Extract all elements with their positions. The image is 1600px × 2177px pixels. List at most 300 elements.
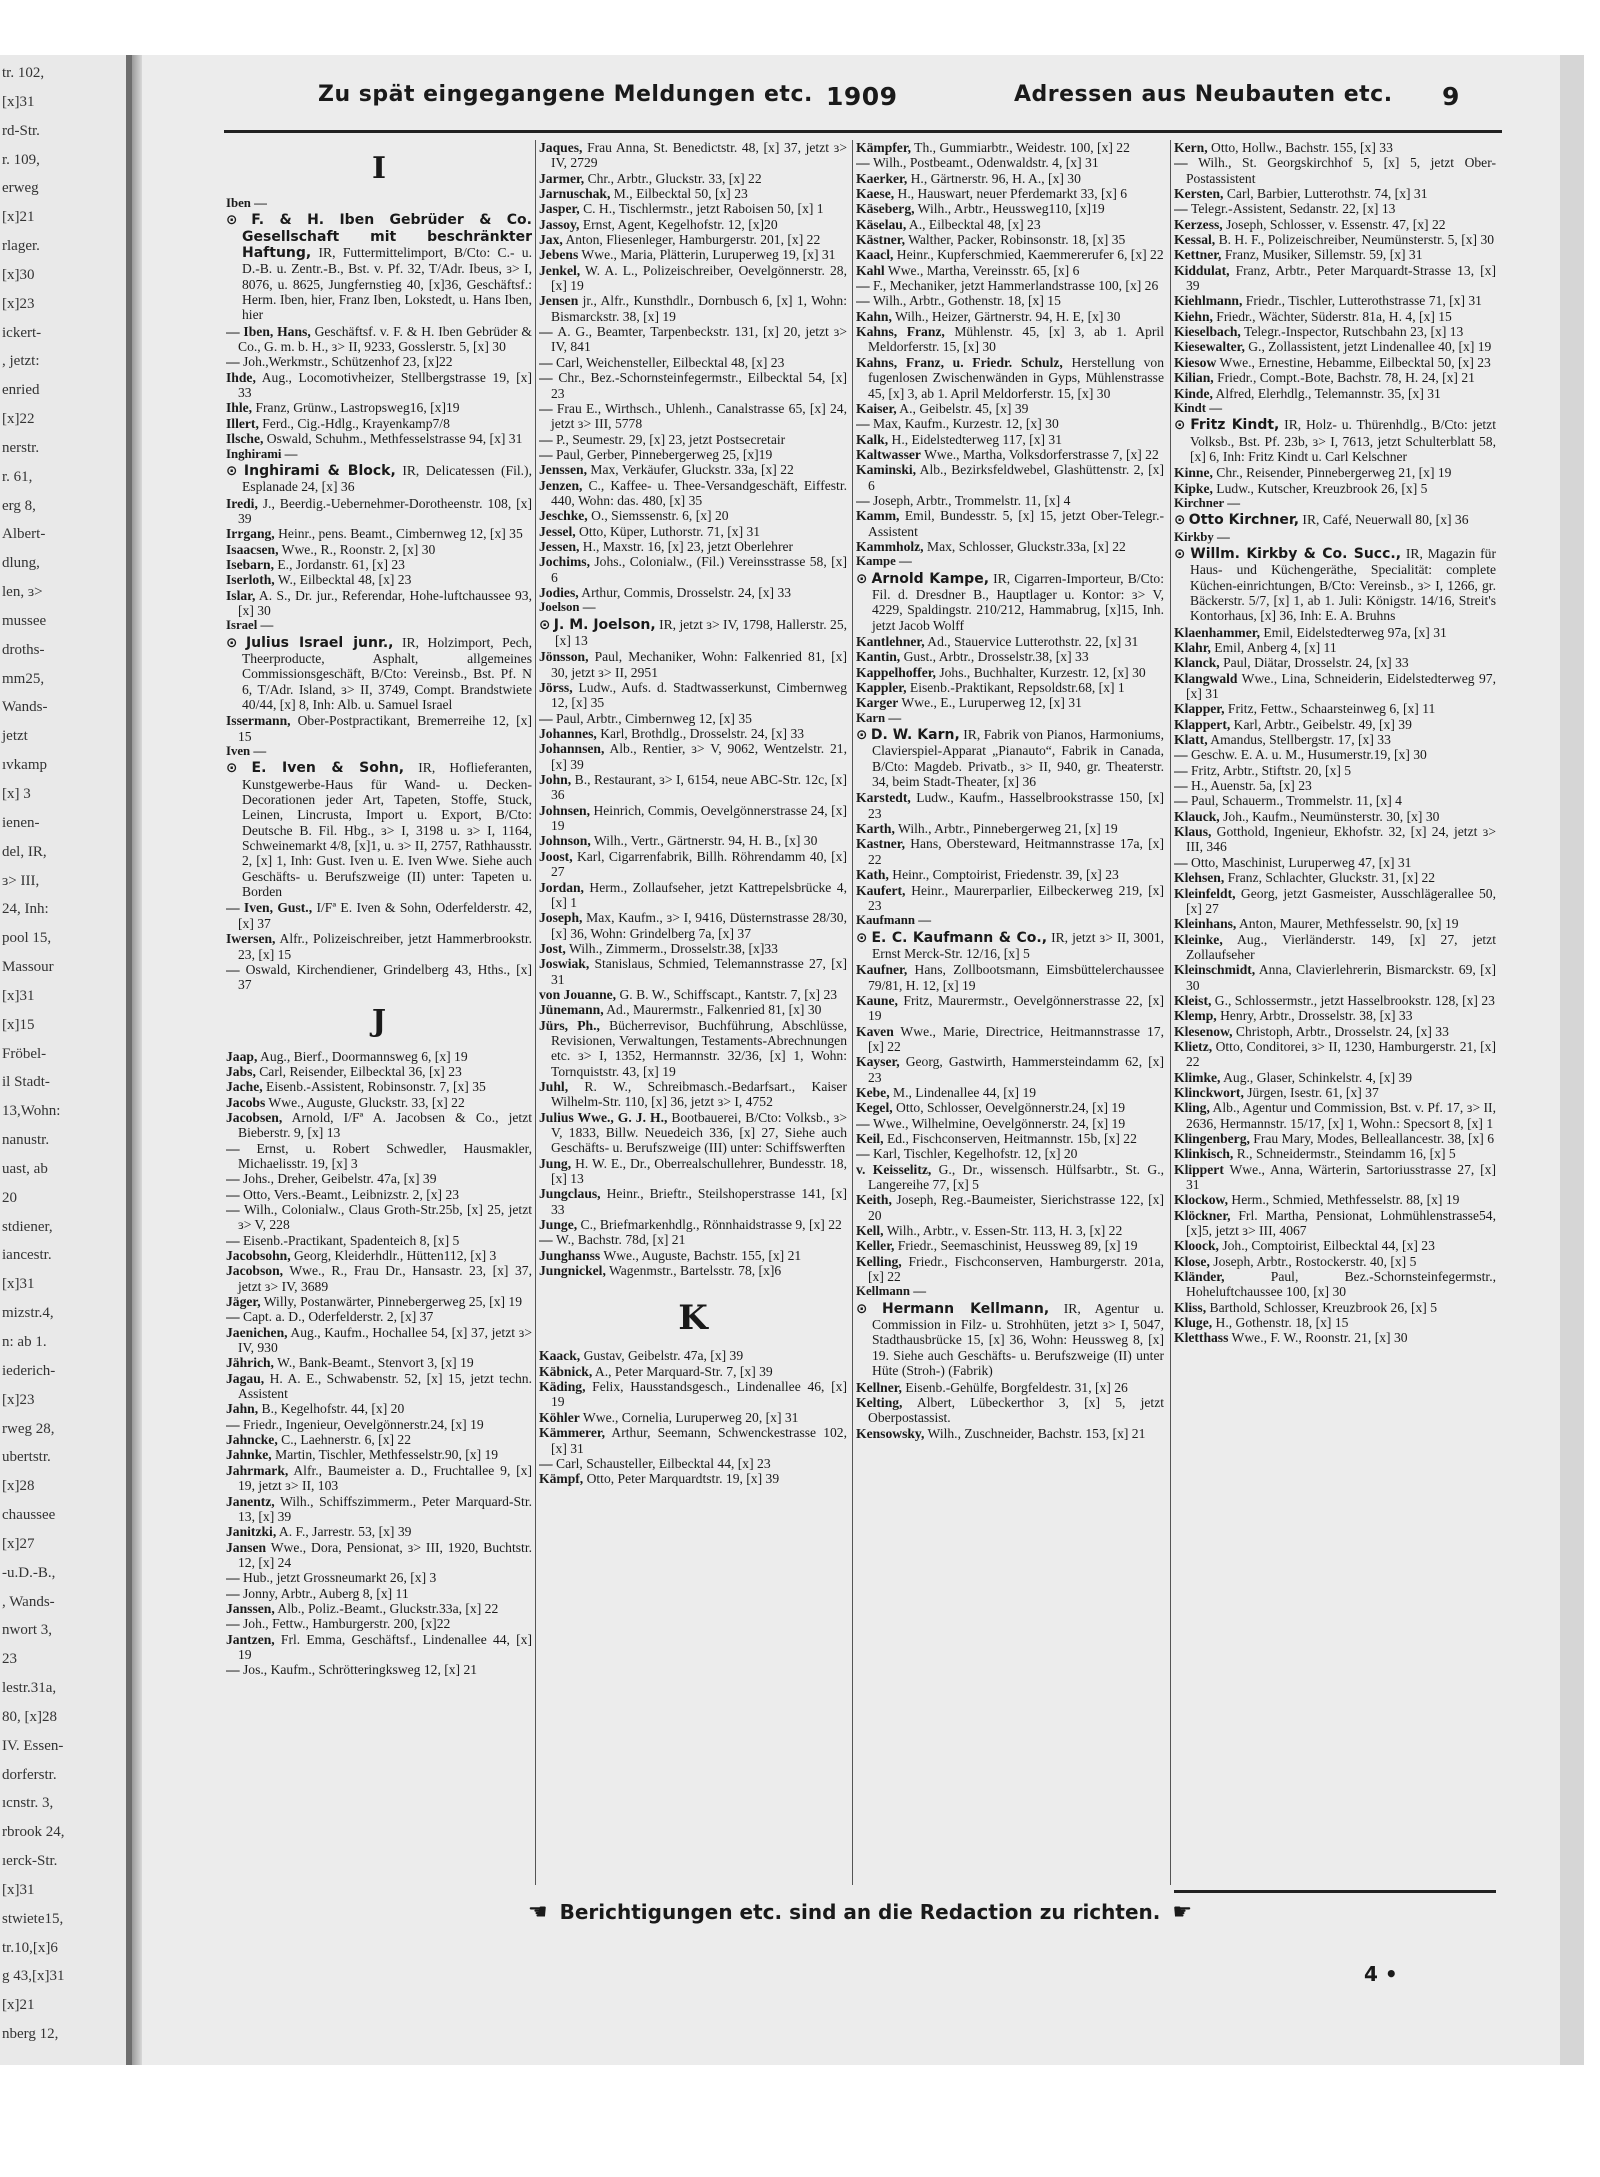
- firm-name: Willm. Kirkby & Co. Succ.,: [1190, 545, 1402, 562]
- entry-name: Keil,: [856, 1131, 884, 1146]
- directory-entry: [226, 1662, 532, 1677]
- entry-name: Klehsen,: [1174, 870, 1225, 886]
- directory-entry: [226, 1601, 532, 1616]
- directory-entry: [1174, 962, 1496, 993]
- directory-entry: [539, 803, 847, 834]
- directory-entry: [856, 790, 1164, 821]
- entry-details: Paul, Arbtr., Cimbernweg 12, [x] 35: [556, 710, 752, 726]
- directory-entry: [856, 508, 1164, 539]
- directory-entry: [1174, 324, 1496, 339]
- previous-page-fragment: enried: [2, 382, 40, 399]
- entry-details: Otto, Küper, Luthorstr. 71, [x] 31: [575, 523, 761, 539]
- directory-entry: [856, 401, 1164, 416]
- entry-name: —: [1174, 155, 1199, 171]
- directory-entry: [539, 1348, 847, 1363]
- entry-details: C., Briefmarkenhdlg., Rönnhaidstrasse 9, [x] 22: [577, 1217, 842, 1233]
- entry-details: Anton, Fliesenleger, Hamburgerstr. 201, [x] 22: [562, 232, 821, 248]
- entry-name: Käseberg,: [856, 201, 915, 217]
- directory-entry: [539, 1186, 847, 1217]
- directory-entry: [226, 354, 532, 369]
- registered-firm-icon: ⊙: [1174, 512, 1186, 529]
- entry-name: —: [226, 1662, 243, 1678]
- directory-entry: [539, 140, 847, 171]
- entry-details: Chr., Bez.-Schornsteinfegermstr., Eilbecktal 54, [x] 23: [551, 370, 847, 401]
- entry-name: Kiesewalter,: [1174, 339, 1245, 355]
- previous-page-fragment: nberg 12,: [2, 2026, 59, 2043]
- directory-entry: [1174, 1254, 1496, 1269]
- entry-details: Friedr., Tischler, Lutterothstrasse 71, [x] 31: [1242, 293, 1482, 309]
- footer-rule: [1174, 1890, 1496, 1893]
- entry-name: Jantzen,: [226, 1631, 275, 1647]
- entry-name: Jünemann,: [539, 1002, 604, 1018]
- entry-name: Kaerker,: [856, 170, 908, 186]
- entry-name: Klockow,: [1174, 1192, 1229, 1208]
- directory-entry: [226, 1371, 532, 1402]
- previous-page-fragment: IV. Essen-: [2, 1737, 64, 1754]
- pointing-hand-left-icon: ☚: [527, 1900, 548, 1925]
- directory-entry: [539, 1456, 847, 1471]
- entry-details: Hans, Obersteward, Heitmannstrasse 17a, [x] 22: [868, 836, 1164, 867]
- entry-name: Janentz,: [226, 1493, 275, 1509]
- entry-details: G. B. W., Schiffscapt., Kantstr. 7, [x] 23: [616, 986, 838, 1002]
- entry-name: Jahrmark,: [226, 1462, 289, 1478]
- entry-name: Kappler,: [856, 680, 907, 696]
- right-margin-strip: [1560, 55, 1584, 2065]
- entry-name: —: [856, 278, 873, 294]
- entry-name: Klangwald: [1174, 670, 1238, 686]
- entry-details: Wwe., Cornelia, Luruperweg 20, [x] 31: [579, 1409, 799, 1425]
- entry-name: Julius Wwe., G. J. H.,: [539, 1109, 668, 1125]
- surname-group-heading: Kaufmann —: [856, 913, 932, 928]
- directory-entry: [539, 554, 847, 585]
- directory-entry: [1174, 701, 1496, 716]
- directory-entry: [226, 1447, 532, 1462]
- directory-entry: [1174, 870, 1496, 885]
- entry-name: John,: [539, 772, 572, 788]
- entry-details: Alfred, Elerhdlg., Telemannstr. 35, [x] 31: [1212, 385, 1441, 401]
- entry-details: Aug., Glaser, Schinkelstr. 4, [x] 39: [1220, 1069, 1413, 1085]
- directory-entry: [856, 462, 1164, 493]
- directory-entry: [1174, 355, 1496, 370]
- directory-entry: [539, 1156, 847, 1187]
- entry-name: —: [226, 1309, 243, 1325]
- directory-entry: [226, 1079, 532, 1094]
- entry-name: Johnson,: [539, 833, 591, 849]
- entry-details: Joh., Kaufm., Neumünsterstr. 30, [x] 30: [1219, 808, 1440, 824]
- entry-name: Klahr,: [1174, 640, 1211, 655]
- directory-entry: [1174, 186, 1496, 201]
- entry-details: Friedr., Ingenieur, Oevelgönnerstr.24, [x] 19: [243, 1416, 484, 1432]
- previous-page-fragment: tr.10,[x]6: [2, 1939, 58, 1956]
- directory-entry: [1174, 201, 1496, 216]
- entry-details: Wilh., Arbtr., Gothenstr. 18, [x] 15: [873, 293, 1061, 309]
- entry-name: —: [226, 1232, 243, 1248]
- directory-entry: [856, 649, 1164, 664]
- directory-entry: [539, 1425, 847, 1456]
- directory-entry: [539, 1002, 847, 1017]
- entry-details: Frl. Martha, Pensionat, Lohmühlenstrasse54, [x]5, jetzt ɜ> III, 4067: [1186, 1207, 1496, 1239]
- previous-page-fragment: [x]31: [2, 1276, 35, 1293]
- entry-details: M., Lindenallee 44, [x] 19: [889, 1084, 1037, 1100]
- entry-name: — Iben, Hans,: [226, 323, 311, 339]
- entry-details: Wwe., R., Roonstr. 2, [x] 30: [278, 541, 436, 557]
- firm-entry: [226, 635, 532, 713]
- directory-column-1: [226, 140, 532, 1885]
- entry-details: Wwe., E., Luruperweg 12, [x] 31: [898, 695, 1082, 711]
- entry-name: Jungclaus,: [539, 1186, 601, 1202]
- entry-name: Jürs, Ph.,: [539, 1017, 600, 1033]
- entry-name: —: [539, 400, 557, 416]
- entry-details: Wwe., Maria, Plätterin, Luruperweg 19, [x] 31: [578, 247, 836, 263]
- entry-details: H., Gärtnerstr. 96, H. A., [x] 30: [907, 170, 1081, 186]
- previous-page-fragment: 24, Inh:: [2, 901, 49, 918]
- entry-name: Kappelhoffer,: [856, 664, 936, 680]
- directory-entry: [539, 1232, 847, 1247]
- directory-entry: [1174, 1208, 1496, 1239]
- directory-entry: [226, 1401, 532, 1416]
- firm-name: Arnold Kampe,: [871, 570, 990, 587]
- directory-entry: [1174, 993, 1496, 1008]
- previous-page-fragment: il Stadt-: [2, 1074, 50, 1091]
- directory-entry: [539, 1410, 847, 1425]
- entry-details: Paul, Gerber, Pinnebergerweg 25, [x]19: [556, 446, 773, 462]
- entry-details: Otto, Peter Marquardtstr. 19, [x] 39: [583, 1471, 780, 1487]
- directory-entry: [856, 993, 1164, 1024]
- directory-entry: [226, 1171, 532, 1186]
- entry-name: Kiesow: [1174, 354, 1217, 370]
- previous-page-fragment: rweg 28,: [2, 1420, 55, 1437]
- entry-details: P., Seumestr. 29, [x] 23, jetzt Postsecretair: [556, 431, 786, 447]
- entry-name: Kaese,: [856, 186, 895, 202]
- directory-entry: [1174, 1100, 1496, 1131]
- entry-name: Kellner,: [856, 1379, 902, 1395]
- running-header: [318, 82, 1498, 118]
- directory-entry: [1174, 386, 1496, 401]
- entry-details: Eisenb.-Practikant, Spadenteich 8, [x] 5: [243, 1232, 460, 1248]
- directory-entry: [856, 1100, 1164, 1115]
- entry-name: Jaenichen,: [226, 1324, 288, 1340]
- entry-name: Jahn,: [226, 1401, 259, 1417]
- previous-page-fragment: -u.D.-B.,: [2, 1564, 56, 1581]
- entry-name: Kieselbach,: [1174, 324, 1241, 340]
- entry-name: Kegel,: [856, 1100, 893, 1116]
- directory-entry: [856, 836, 1164, 867]
- header-rule: [224, 130, 1502, 133]
- firm-name: Inghirami & Block,: [243, 462, 396, 479]
- entry-details: W., Bank-Beamt., Stenvort 3, [x] 19: [273, 1355, 474, 1371]
- previous-page-fragment: iederich-: [2, 1362, 56, 1379]
- directory-entry: [226, 1417, 532, 1432]
- directory-entry: [856, 217, 1164, 232]
- directory-entry: [1174, 293, 1496, 308]
- entry-name: Issermann,: [226, 713, 291, 729]
- entry-details: Oswald, Kirchendiener, Grindelberg 43, Hths., [x] 37: [238, 961, 532, 993]
- entry-name: Kastner,: [856, 836, 905, 852]
- directory-entry: [539, 741, 847, 772]
- entry-details: J., Beerdig.-Uebernehmer-Dorotheenstr. 108, [x] 39: [238, 495, 532, 526]
- entry-name: Kantlehner,: [856, 634, 925, 649]
- directory-entry: [1174, 1131, 1496, 1146]
- directory-entry: [856, 665, 1164, 680]
- entry-details: Bootbauerei, B/Cto: Volksb., ɜ> V, 1833, Billw. Neuedeich 336, [x] 27, Siehe auch Geschäfts- u. Berufszweige (III) unter: Schiffswerften: [551, 1109, 847, 1156]
- firm-entry: [856, 1301, 1164, 1379]
- directory-entry: [539, 247, 847, 262]
- firm-details: IR, Holz- u. Thürenhdlg., B/Cto: jetzt Volksb., Bst. Pf. 23b, ɜ> I, 7613, jetzt Schulterblatt 58, [x] 6, Inh: Fritz Kindt u. Carl Kelschner: [1190, 417, 1496, 464]
- surname-group-heading: Joelson —: [539, 600, 596, 615]
- entry-details: W. A. L., Polizeischreiber, Oevelgönnerstr. 28, [x] 19: [551, 262, 847, 294]
- previous-page-fragment: uast, ab: [2, 1160, 48, 1177]
- entry-details: Alb., Bezirksfeldwebel, Glashüttenstr. 2, [x] 6: [868, 462, 1164, 493]
- entry-details: Otto, Maschinist, Luruperweg 47, [x] 31: [1191, 854, 1412, 870]
- directory-entry: [539, 232, 847, 247]
- entry-details: Th., Gummiarbtr., Weidestr. 100, [x] 22: [911, 140, 1130, 155]
- entry-name: Kleinke,: [1174, 931, 1223, 947]
- entry-details: Carl, Reisender, Eilbecktal 36, [x] 23: [255, 1063, 462, 1079]
- directory-entry: [539, 462, 847, 477]
- entry-details: Franz, Schlachter, Gluckstr. 31, [x] 22: [1224, 870, 1436, 886]
- directory-entry: [1174, 778, 1496, 793]
- directory-entry: [856, 1238, 1164, 1253]
- previous-page-fragment: , Wands-: [2, 1593, 55, 1610]
- entry-name: Klappert,: [1174, 716, 1231, 732]
- entry-name: Junge,: [539, 1217, 578, 1233]
- entry-details: B., Kegelhofstr. 44, [x] 20: [258, 1401, 405, 1417]
- entry-name: Klatt,: [1174, 732, 1208, 748]
- entry-details: Friedr., Seemaschinist, Heussweg 89, [x] 19: [894, 1238, 1138, 1254]
- firm-details: IR, Holzimport, Pech, Theerproducte, Asphalt, allgemeines Commissionsgeschäft, B/Cto: Vereinsb., Bst. Pf. N 6, T/Adr. Island, ɜ> II, 3749, Compt. Brandstwiete 40/44, [x] 8, Inh: Alb. u. Samuel Israel: [242, 634, 532, 712]
- directory-entry: [856, 1380, 1164, 1395]
- directory-entry: [1174, 1300, 1496, 1315]
- entry-details: C., Laehnerstr. 6, [x] 22: [277, 1432, 412, 1448]
- entry-name: Jenzen,: [539, 477, 583, 493]
- previous-page-fragment: [x]31: [2, 1881, 35, 1898]
- entry-details: Friedr., Wächter, Süderstr. 81a, H. 4, [x] 15: [1212, 308, 1452, 324]
- entry-name: Kluge,: [1174, 1315, 1213, 1331]
- directory-entry: [539, 1217, 847, 1232]
- directory-entry: [1174, 1192, 1496, 1207]
- directory-entry: [539, 833, 847, 848]
- entry-details: A. F., Jarrestr. 53, [x] 39: [276, 1524, 412, 1540]
- entry-name: Kaack,: [539, 1348, 581, 1364]
- entry-name: —: [539, 431, 556, 447]
- entry-name: Karger: [856, 695, 899, 711]
- entry-name: Kaune,: [856, 992, 898, 1008]
- entry-details: Georg, jetzt Gasmeister, Ausschlägerallee 50, [x] 27: [1186, 885, 1496, 916]
- entry-details: Herm., Zollaufseher, jetzt Kattrepelsbrücke 4, [x] 1: [551, 879, 847, 910]
- surname-group-heading: Kirchner —: [1174, 495, 1240, 510]
- column-divider: [852, 140, 853, 1885]
- entry-details: Heinrich, Commis, Oevelgönnerstrasse 24, [x] 19: [551, 802, 847, 834]
- entry-name: Klose,: [1174, 1253, 1210, 1269]
- entry-name: —: [226, 1186, 243, 1202]
- entry-details: Hans, Zollbootsmann, Eimsbüttelerchaussee 79/81, H. 12, [x] 19: [868, 962, 1164, 993]
- entry-details: Max, Kaufm., Kurzestr. 12, [x] 30: [873, 416, 1059, 432]
- entry-name: Kaven: [856, 1023, 894, 1039]
- directory-entry: [539, 447, 847, 462]
- directory-entry: [539, 711, 847, 726]
- directory-entry: [1174, 809, 1496, 824]
- registered-firm-icon: ⊙: [226, 760, 238, 777]
- directory-entry: [856, 140, 1164, 155]
- directory-entry: [226, 931, 532, 962]
- directory-entry: [226, 416, 532, 431]
- section-letter: I: [371, 151, 387, 186]
- directory-entry: [1174, 793, 1496, 808]
- directory-entry: [1174, 232, 1496, 247]
- directory-entry: [1174, 1238, 1496, 1253]
- directory-entry: [1174, 732, 1496, 747]
- entry-name: Kilian,: [1174, 370, 1214, 386]
- registered-firm-icon: ⊙: [856, 727, 868, 744]
- directory-entry: [226, 557, 532, 572]
- previous-page-fragment: n: ab 1.: [2, 1333, 47, 1350]
- entry-details: Capt. a. D., Oderfelderstr. 2, [x] 37: [243, 1309, 434, 1325]
- entry-name: Iwersen,: [226, 931, 276, 947]
- entry-name: Jahnke,: [226, 1447, 272, 1463]
- previous-page-fragment: droths-: [2, 641, 45, 658]
- previous-page-fragment: ıcnstr. 3,: [2, 1795, 54, 1812]
- entry-details: Henry, Arbtr., Drosselstr. 38, [x] 33: [1216, 1008, 1413, 1024]
- entry-details: Frau Anna, St. Benedictstr. 48, [x] 37, jetzt ɜ> IV, 2729: [551, 140, 847, 171]
- directory-entry: [856, 1426, 1164, 1441]
- entry-details: Joseph, Reg.-Baumeister, Sierichstrasse 122, [x] 20: [868, 1192, 1164, 1223]
- entry-name: Janssen,: [226, 1600, 275, 1616]
- entry-name: Klöckner,: [1174, 1207, 1231, 1223]
- entry-name: Ihde,: [226, 369, 256, 385]
- entry-details: Wilh., Colonialw., Claus Groth-Str.25b, [x] 25, jetzt ɜ> V, 228: [238, 1201, 532, 1233]
- entry-details: Karl, Cigarrenfabrik, Billh. Röhrendamm 40, [x] 27: [551, 848, 847, 880]
- pointing-hand-right-icon: ☛: [1172, 1900, 1193, 1925]
- previous-page-fragment: dorferstr.: [2, 1766, 57, 1783]
- registered-firm-icon: ⊙: [856, 929, 868, 946]
- entry-details: Max, Verkäufer, Gluckstr. 33a, [x] 22: [586, 462, 794, 478]
- entry-details: Johs., Colonialw., (Fil.) Vereinsstrasse 58, [x] 6: [551, 554, 847, 585]
- firm-details: IR, Delicatessen (Fil.), Esplanade 24, [x] 36: [242, 462, 532, 495]
- entry-name: Jansen: [226, 1539, 267, 1555]
- entry-details: Aug., Kaufm., Hochallee 54, [x] 37, jetzt ɜ> IV, 930: [238, 1324, 532, 1356]
- entry-name: —: [226, 1585, 243, 1601]
- entry-name: Jordan,: [539, 879, 584, 895]
- directory-entry: [1174, 886, 1496, 917]
- previous-page-fragment: [x]23: [2, 295, 35, 312]
- directory-entry: [226, 526, 532, 541]
- directory-entry: [1174, 1070, 1496, 1085]
- entry-details: Gotthold, Ingenieur, Ekhofstr. 32, [x] 24, jetzt ɜ> III, 346: [1186, 824, 1496, 855]
- entry-details: Paul, Schauerm., Trommelstr. 11, [x] 4: [1191, 793, 1402, 809]
- entry-details: Wilh., Zimmerm., Drosselstr.38, [x]33: [565, 940, 778, 956]
- entry-details: B. H. F., Polizeischreiber, Neumünsterstr. 5, [x] 30: [1215, 232, 1495, 248]
- previous-page-fragment: [x]23: [2, 1391, 35, 1408]
- directory-entry: [539, 649, 847, 680]
- entry-details: Joh.,Werkmstr., Schützenhof 23, [x]22: [243, 354, 453, 370]
- directory-entry: [1174, 155, 1496, 186]
- entry-details: Otto, Conditorei, ɜ> II, 1230, Hamburgerstr. 21, [x] 22: [1186, 1038, 1496, 1070]
- directory-entry: [1174, 671, 1496, 702]
- entry-details: B., Restaurant, ɜ> I, 6154, neue ABC-Str. 12c, [x] 36: [551, 772, 847, 803]
- entry-name: Jacobs: [226, 1094, 266, 1110]
- entry-details: Wwe., Auguste, Gluckstr. 33, [x] 22: [265, 1094, 465, 1110]
- surname-group-heading: Israel —: [226, 618, 274, 633]
- directory-entry: [226, 1325, 532, 1356]
- entry-name: —: [856, 492, 873, 508]
- entry-name: Käbnick,: [539, 1363, 593, 1379]
- firm-name: J. M. Joelson,: [553, 616, 656, 633]
- entry-details: Geschäftsf. v. F. & H. Iben Gebrüder & Co., G. m. b. H., ɜ> II, 9233, Gosslerstr. 5, [x] 30: [238, 323, 532, 355]
- entry-details: Karl, Tischler, Kegelhofstr. 12, [x] 20: [873, 1146, 1078, 1162]
- entry-details: W., Eilbecktal 48, [x] 23: [274, 572, 412, 588]
- entry-name: Klaenhammer,: [1174, 624, 1260, 640]
- entry-name: Jörss,: [539, 680, 573, 696]
- entry-name: Jache,: [226, 1079, 263, 1095]
- registered-firm-icon: ⊙: [1174, 417, 1186, 434]
- previous-page-fragment: jetzt: [2, 728, 28, 745]
- entry-name: Kaufner,: [856, 962, 908, 978]
- directory-entry: [539, 1018, 847, 1079]
- directory-entry: [226, 1202, 532, 1233]
- entry-details: A., Geibelstr. 45, [x] 39: [896, 400, 1029, 416]
- entry-name: Kath,: [856, 867, 889, 883]
- directory-entry: [856, 680, 1164, 695]
- directory-entry: [226, 324, 532, 355]
- entry-details: E., Jordanstr. 61, [x] 23: [273, 556, 405, 572]
- entry-name: Kaminski,: [856, 462, 917, 478]
- entry-name: —: [1174, 854, 1191, 870]
- directory-entry: [1174, 1024, 1496, 1039]
- directory-entry: [226, 1049, 532, 1064]
- previous-page-fragment: iancestr.: [2, 1247, 52, 1264]
- previous-page-fragment: , jetzt:: [2, 353, 40, 370]
- previous-page-fragment: nerstr.: [2, 439, 40, 456]
- directory-entry: [1174, 465, 1496, 480]
- column-divider: [1170, 140, 1171, 1885]
- entry-details: Ludw., Kutscher, Kreuzbrook 26, [x] 5: [1212, 480, 1428, 496]
- directory-entry: [539, 293, 847, 324]
- directory-entry: [856, 293, 1164, 308]
- entry-details: Fritz, Maurermstr., Oevelgönnerstrasse 22, [x] 19: [868, 992, 1164, 1024]
- entry-name: —: [539, 354, 556, 370]
- entry-name: Klesenow,: [1174, 1023, 1233, 1039]
- directory-entry: [1174, 140, 1496, 155]
- entry-details: Alb., Agentur und Commission, Bst. v. Pf. 17, ɜ> II, 2636, Hermannstr. 15/17, [x] 1, Wohn.: Specsort 8, [x] 1: [1186, 1100, 1496, 1131]
- directory-entry: [1174, 481, 1496, 496]
- directory-entry: [226, 1494, 532, 1525]
- entry-name: Keith,: [856, 1192, 892, 1208]
- entry-details: Ludw., Aufs. d. Stadtwasserkunst, Cimbernweg 12, [x] 35: [551, 680, 847, 711]
- entry-details: Wwe., Wilhelmine, Oevelgönnerstr. 24, [x] 19: [873, 1115, 1126, 1131]
- surname-group-heading: Kindt —: [1174, 400, 1223, 415]
- previous-page-fragment: g 43,[x]31: [2, 1968, 65, 1985]
- entry-name: Kländer,: [1174, 1269, 1225, 1285]
- previous-page-fragment: rd-Str.: [2, 122, 40, 139]
- firm-name: Fritz Kindt,: [1190, 417, 1280, 434]
- entry-details: G., Zollassistent, jetzt Lindenallee 40, [x] 19: [1244, 339, 1492, 355]
- surname-group-heading: Inghirami —: [226, 446, 298, 461]
- entry-details: Hub., jetzt Grossneumarkt 26, [x] 3: [243, 1570, 437, 1586]
- entry-name: —: [226, 1570, 243, 1586]
- directory-entry: [226, 542, 532, 557]
- directory-entry: [539, 1110, 847, 1156]
- entry-name: Kaacl,: [856, 247, 894, 263]
- entry-details: Wilh., Heizer, Gärtnerstr. 94, H. E, [x] 30: [891, 308, 1121, 324]
- entry-details: H., Eidelstedterweg 117, [x] 31: [888, 431, 1063, 447]
- entry-details: G., Schlossermstr., jetzt Hasselbrookstr. 128, [x] 23: [1211, 992, 1495, 1008]
- entry-details: Chr., Arbtr., Gluckstr. 33, [x] 22: [584, 170, 762, 186]
- entry-details: Joseph, Arbtr., Trommelstr. 11, [x] 4: [873, 492, 1071, 508]
- entry-name: Käding,: [539, 1379, 586, 1395]
- entry-name: Kessal,: [1174, 232, 1216, 248]
- directory-entry: [856, 1162, 1164, 1193]
- entry-details: G., Dr., wissensch. Hülfsarbtr., St. G., Langereihe 77, [x] 5: [868, 1161, 1164, 1193]
